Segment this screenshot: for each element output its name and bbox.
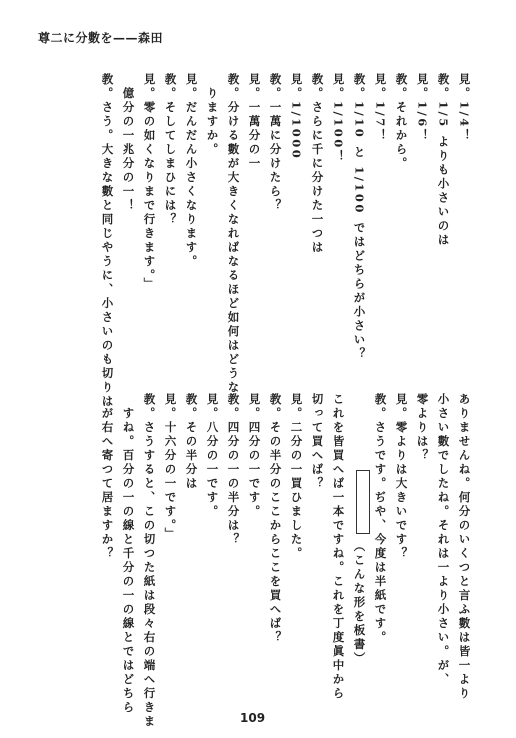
- lower-text-column: 切って買へば？: [310, 393, 325, 491]
- upper-text-column: 見。1/100！: [331, 73, 346, 164]
- diagram-box: [356, 470, 370, 534]
- lower-text-column: 教。さうすると、この切つた紙は段々右の端へ行きま: [142, 393, 157, 729]
- lower-text-column: 見。零よりは大きいです？: [394, 393, 409, 561]
- upper-text-column: 教。そしてしまひには？: [163, 73, 178, 227]
- upper-text-column: 教。それから。: [394, 73, 409, 171]
- lower-text-column: 見。四分の一です。: [247, 393, 262, 519]
- lower-text-column: 教。その半分のここからここを買へば？: [268, 393, 283, 645]
- lower-text-column: ありませんね。何分のいくつと言ふ數は皆一より: [457, 393, 472, 701]
- lower-text-column: 教。四分の一の半分は？: [226, 393, 241, 547]
- lower-text-column: （こんな形を板書）: [353, 470, 370, 666]
- upper-text-column: 見。1/6！: [415, 73, 430, 143]
- upper-text-column: りますか。: [205, 87, 220, 157]
- page-number: 109: [240, 711, 266, 725]
- upper-text-column: 見。一萬分の一: [247, 73, 262, 171]
- lower-text-column: 見。十六分の一です。」: [163, 393, 178, 542]
- lower-text-column: 見。二分の一買ひました。: [289, 393, 304, 561]
- lower-text-column: すね。百分の一の線と千分の一の線とではどちら: [121, 407, 136, 715]
- running-header: 尊二に分數を——森田: [38, 31, 164, 45]
- upper-text-column: 見。だんだん小さくなります。: [184, 73, 199, 269]
- lower-text-column: 小さい數でしたね。それは一より小さい。が、: [436, 393, 451, 687]
- upper-text-column: 教。1/5 よりも小さいのは: [436, 73, 451, 248]
- lower-text-column: 教。さうです。ぢや、今度は半紙です。: [373, 393, 388, 645]
- lower-text-column: 零よりは？: [415, 393, 430, 463]
- upper-text-column: 教。さらに千に分けた一つは: [310, 73, 325, 255]
- upper-text-column: 教。分ける數が大きくなればなるほど如何はどうな: [226, 73, 241, 395]
- upper-text-column: 億分の一兆分の一！: [121, 87, 136, 213]
- lower-text-column: が右へ寄つて居ますか？: [100, 407, 115, 561]
- lower-text-column: 見。八分の一です。: [205, 393, 220, 519]
- upper-text-column: 見。零の如くなりまで行きます。」: [142, 73, 157, 292]
- lower-text-column: 教。その半分は: [184, 393, 199, 491]
- upper-text-column: 見。1/1000: [289, 73, 304, 161]
- upper-text-column: 教。一萬に分けたら？: [268, 73, 283, 213]
- upper-text-column: 見。1/7！: [373, 73, 388, 143]
- upper-text-column: 教。さう。大きな數と同じやうに、小さいのも切りは: [100, 73, 115, 409]
- upper-text-column: 見。1/4！: [457, 73, 472, 143]
- lower-text-column: これを皆買へば一本ですね。これを丁度眞中から: [331, 393, 346, 701]
- upper-text-column: 教。1/10 と 1/100 ではどちらが小さい？: [352, 73, 367, 362]
